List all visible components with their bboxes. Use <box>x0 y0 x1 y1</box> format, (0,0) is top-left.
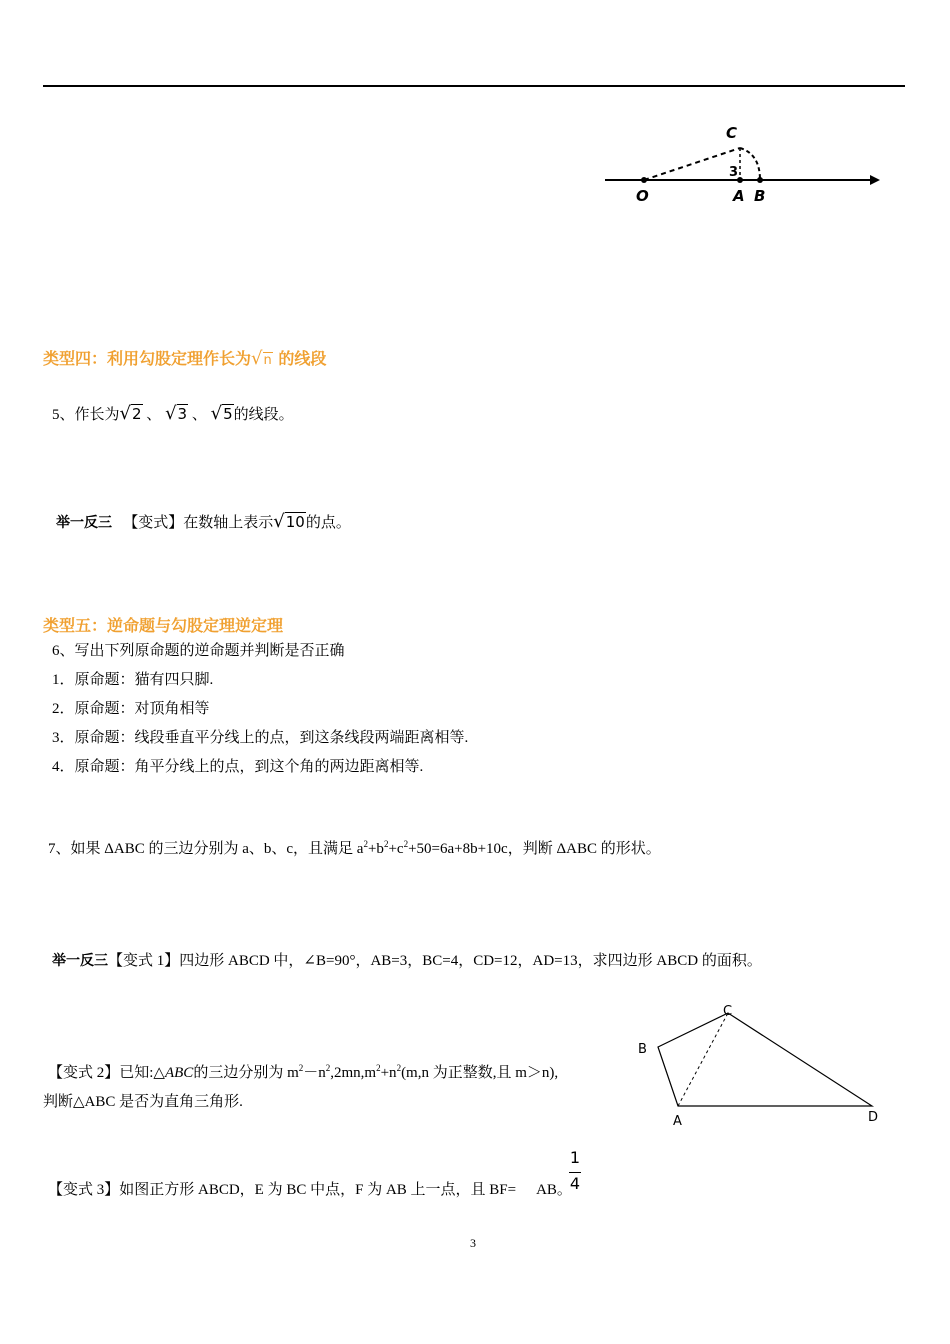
page-number: 3 <box>470 1236 476 1250</box>
q7-exp-c: 2 <box>403 839 409 849</box>
label-o: O <box>636 187 649 205</box>
q7-exp-a: 2 <box>363 839 368 849</box>
v2-exp3: 2 <box>376 1063 381 1073</box>
variant-text: 【变式】在数轴上表示 <box>123 515 274 531</box>
quadrilateral-abcd <box>658 1013 872 1106</box>
v2-exp4: 2 <box>396 1063 402 1073</box>
arc-cb <box>740 148 760 180</box>
q5-prefix: 5、作长为 <box>52 407 120 423</box>
q5-sep1: 、 <box>146 407 162 423</box>
v2-f: (m,n 为正整数,且 m＞n), <box>401 1065 559 1081</box>
v2-exp1: 2 <box>298 1063 304 1073</box>
axis-arrow <box>870 175 880 185</box>
q5-suffix: 的线段。 <box>233 407 294 423</box>
label-a2: A <box>673 1114 682 1129</box>
variant-lead: 举一反三 <box>56 515 112 531</box>
q7-exp-b: 2 <box>383 839 389 849</box>
label-a: A <box>733 187 745 205</box>
heading-type4-radicand: n <box>263 353 272 368</box>
point-o <box>641 177 647 183</box>
v3-suffix: AB。 <box>536 1182 572 1198</box>
v2-a: 【变式 2】已知:△ <box>48 1065 165 1081</box>
q7-part-a: 7、如果 ΔABC 的三边分别为 a、b、c，且满足 a <box>48 841 364 857</box>
diagonal-ac <box>678 1013 728 1106</box>
q5-sep2: 、 <box>191 407 207 423</box>
q6-item-2: 2．原命题：对顶角相等 <box>52 701 210 717</box>
fraction-bar <box>569 1172 581 1173</box>
question-5: 5、作长为√2 、 √3 、 √5的线段。 <box>52 403 294 424</box>
q6-item-3: 3．原命题：线段垂直平分线上的点，到这条线段两端距离相等. <box>52 730 469 746</box>
variant-3 <box>48 1180 572 1200</box>
q5-root-5: 5 <box>223 405 233 423</box>
label-length: 3 <box>729 165 739 180</box>
question-6-title: 6、写出下列原命题的逆命题并判断是否正确 <box>52 643 345 659</box>
label-c2: C <box>723 1004 733 1019</box>
quadrilateral-figure <box>630 1000 890 1130</box>
label-d2: D <box>868 1110 879 1125</box>
variant-number-line: 举一反三 【变式】在数轴上表示√10的点。 <box>56 511 351 532</box>
label-b2: B <box>638 1042 647 1057</box>
header-rule <box>43 85 905 87</box>
fraction-numerator: 1 <box>569 1148 581 1167</box>
heading-type4-prefix: 类型四：利用勾股定理作长为 <box>43 349 252 368</box>
variant-2-line1 <box>48 1063 558 1083</box>
point-b <box>757 177 763 183</box>
hypotenuse-oc <box>644 148 740 180</box>
v2-abc: ABC <box>164 1065 194 1081</box>
variant-1 <box>52 951 762 971</box>
q7-part-b: +b <box>367 841 384 857</box>
heading-type4-suffix: 的线段 <box>278 349 327 368</box>
q5-root-2: 2 <box>132 405 142 423</box>
q7-part-c: +c <box>388 841 404 857</box>
q5-root-3: 3 <box>177 405 188 423</box>
variant-2-line2: 判断△ABC 是否为直角三角形. <box>43 1094 243 1110</box>
label-b: B <box>754 187 766 205</box>
variant-1-text: 【变式 1】四边形 ABCD 中，∠B=90°，AB=3，BC=4，CD=12，AD=13，求四边形 ABCD 的面积。 <box>108 953 762 969</box>
number-line-figure <box>600 118 890 210</box>
question-7 <box>48 839 661 859</box>
variant-1-lead: 举一反三 <box>52 953 108 969</box>
q6-item-4: 4．原命题：角平分线上的点，到这个角的两边距离相等. <box>52 759 424 775</box>
variant-root-10: 10 <box>285 513 305 531</box>
v2-b: 的三边分别为 m <box>193 1065 299 1081</box>
fraction-denominator: 4 <box>569 1174 581 1193</box>
label-c: C <box>726 124 738 142</box>
v3-prefix: 【变式 3】如图正方形 ABCD，E 为 BC 中点，F 为 AB 上一点，且 BF= <box>48 1182 517 1198</box>
v2-e: +n <box>380 1065 397 1081</box>
v2-exp2: 2 <box>325 1063 331 1073</box>
heading-type4: 类型四：利用勾股定理作长为√n 的线段 <box>43 348 327 369</box>
q7-part-d: +50=6a+8b+10c，判断 ΔABC 的形状。 <box>408 841 661 857</box>
variant-suffix: 的点。 <box>305 515 351 531</box>
q6-item-1: 1．原命题：猫有四只脚. <box>52 672 214 688</box>
v2-c: －n <box>303 1065 326 1081</box>
v2-d: ,2mn,m <box>330 1065 377 1081</box>
heading-type5: 类型五：逆命题与勾股定理逆定理 <box>43 616 284 635</box>
